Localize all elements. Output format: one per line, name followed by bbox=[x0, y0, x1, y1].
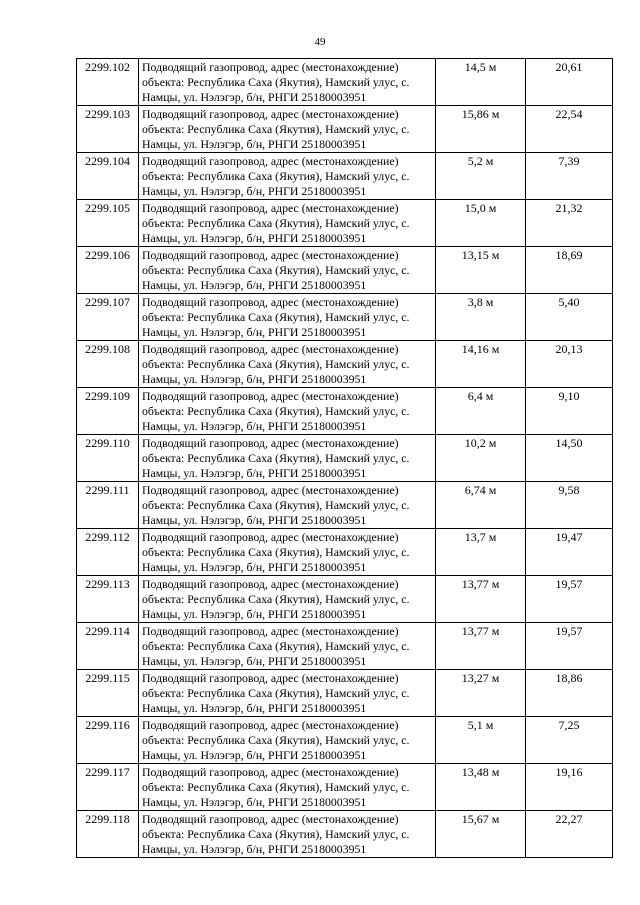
row-length-cell: 13,48 м bbox=[436, 764, 526, 811]
table-row bbox=[77, 764, 613, 811]
row-description-cell: Подводящий газопровод, адрес (местонахождение) объекта: Республика Саха (Якутия), Намский улус, с. Намцы, ул. Нэлэгэр, б/н, РНГИ 25180003951 bbox=[139, 153, 436, 200]
row-description-cell: Подводящий газопровод, адрес (местонахождение) объекта: Республика Саха (Якутия), Намский улус, с. Намцы, ул. Нэлэгэр, б/н, РНГИ 25180003951 bbox=[139, 482, 436, 529]
row-length-cell: 13,77 м bbox=[436, 623, 526, 670]
table-row bbox=[77, 341, 613, 388]
row-description-cell: Подводящий газопровод, адрес (местонахождение) объекта: Республика Саха (Якутия), Намский улус, с. Намцы, ул. Нэлэгэр, б/н, РНГИ 25180003951 bbox=[139, 529, 436, 576]
row-description-cell: Подводящий газопровод, адрес (местонахождение) объекта: Республика Саха (Якутия), Намский улус, с. Намцы, ул. Нэлэгэр, б/н, РНГИ 25180003951 bbox=[139, 247, 436, 294]
row-value-cell: 19,16 bbox=[526, 764, 613, 811]
row-length-cell: 5,1 м bbox=[436, 717, 526, 764]
row-number-cell: 2299.118 bbox=[77, 811, 139, 858]
row-number-cell: 2299.102 bbox=[77, 59, 139, 106]
row-number-cell: 2299.115 bbox=[77, 670, 139, 717]
row-value-cell: 20,61 bbox=[526, 59, 613, 106]
row-number-cell: 2299.108 bbox=[77, 341, 139, 388]
registry-table bbox=[76, 58, 613, 858]
row-value-cell: 14,50 bbox=[526, 435, 613, 482]
row-value-cell: 21,32 bbox=[526, 200, 613, 247]
row-number-cell: 2299.112 bbox=[77, 529, 139, 576]
row-length-cell: 15,86 м bbox=[436, 106, 526, 153]
row-description-cell: Подводящий газопровод, адрес (местонахождение) объекта: Республика Саха (Якутия), Намский улус, с. Намцы, ул. Нэлэгэр, б/н, РНГИ 25180003951 bbox=[139, 294, 436, 341]
row-value-cell: 7,25 bbox=[526, 717, 613, 764]
row-description-cell: Подводящий газопровод, адрес (местонахождение) объекта: Республика Саха (Якутия), Намский улус, с. Намцы, ул. Нэлэгэр, б/н, РНГИ 25180003951 bbox=[139, 717, 436, 764]
row-value-cell: 19,47 bbox=[526, 529, 613, 576]
row-description-cell: Подводящий газопровод, адрес (местонахождение) объекта: Республика Саха (Якутия), Намский улус, с. Намцы, ул. Нэлэгэр, б/н, РНГИ 25180003951 bbox=[139, 106, 436, 153]
page-number: 49 bbox=[314, 36, 326, 48]
table-row bbox=[77, 811, 613, 858]
row-description-cell: Подводящий газопровод, адрес (местонахождение) объекта: Республика Саха (Якутия), Намский улус, с. Намцы, ул. Нэлэгэр, б/н, РНГИ 25180003951 bbox=[139, 670, 436, 717]
row-value-cell: 22,27 bbox=[526, 811, 613, 858]
registry-table-body bbox=[77, 59, 613, 858]
row-length-cell: 6,74 м bbox=[436, 482, 526, 529]
row-number-cell: 2299.117 bbox=[77, 764, 139, 811]
row-description-cell: Подводящий газопровод, адрес (местонахождение) объекта: Республика Саха (Якутия), Намский улус, с. Намцы, ул. Нэлэгэр, б/н, РНГИ 25180003951 bbox=[139, 200, 436, 247]
table-row bbox=[77, 59, 613, 106]
row-value-cell: 7,39 bbox=[526, 153, 613, 200]
row-length-cell: 15,67 м bbox=[436, 811, 526, 858]
row-length-cell: 13,77 м bbox=[436, 576, 526, 623]
row-value-cell: 18,86 bbox=[526, 670, 613, 717]
table-row bbox=[77, 717, 613, 764]
row-value-cell: 5,40 bbox=[526, 294, 613, 341]
table-row bbox=[77, 670, 613, 717]
row-length-cell: 13,7 м bbox=[436, 529, 526, 576]
row-number-cell: 2299.110 bbox=[77, 435, 139, 482]
row-number-cell: 2299.106 bbox=[77, 247, 139, 294]
table-row bbox=[77, 153, 613, 200]
row-value-cell: 9,58 bbox=[526, 482, 613, 529]
row-length-cell: 15,0 м bbox=[436, 200, 526, 247]
row-number-cell: 2299.111 bbox=[77, 482, 139, 529]
row-description-cell: Подводящий газопровод, адрес (местонахождение) объекта: Республика Саха (Якутия), Намский улус, с. Намцы, ул. Нэлэгэр, б/н, РНГИ 25180003951 bbox=[139, 764, 436, 811]
row-number-cell: 2299.114 bbox=[77, 623, 139, 670]
row-number-cell: 2299.105 bbox=[77, 200, 139, 247]
table-row bbox=[77, 294, 613, 341]
table-row bbox=[77, 200, 613, 247]
row-number-cell: 2299.113 bbox=[77, 576, 139, 623]
row-value-cell: 22,54 bbox=[526, 106, 613, 153]
row-number-cell: 2299.104 bbox=[77, 153, 139, 200]
table-row bbox=[77, 482, 613, 529]
table-row bbox=[77, 388, 613, 435]
row-description-cell: Подводящий газопровод, адрес (местонахождение) объекта: Республика Саха (Якутия), Намский улус, с. Намцы, ул. Нэлэгэр, б/н, РНГИ 25180003951 bbox=[139, 811, 436, 858]
row-description-cell: Подводящий газопровод, адрес (местонахождение) объекта: Республика Саха (Якутия), Намский улус, с. Намцы, ул. Нэлэгэр, б/н, РНГИ 25180003951 bbox=[139, 341, 436, 388]
row-number-cell: 2299.109 bbox=[77, 388, 139, 435]
row-length-cell: 10,2 м bbox=[436, 435, 526, 482]
table-row bbox=[77, 623, 613, 670]
row-description-cell: Подводящий газопровод, адрес (местонахождение) объекта: Республика Саха (Якутия), Намский улус, с. Намцы, ул. Нэлэгэр, б/н, РНГИ 25180003951 bbox=[139, 59, 436, 106]
row-length-cell: 6,4 м bbox=[436, 388, 526, 435]
row-value-cell: 18,69 bbox=[526, 247, 613, 294]
table-row bbox=[77, 106, 613, 153]
table-row bbox=[77, 247, 613, 294]
row-description-cell: Подводящий газопровод, адрес (местонахождение) объекта: Республика Саха (Якутия), Намский улус, с. Намцы, ул. Нэлэгэр, б/н, РНГИ 25180003951 bbox=[139, 576, 436, 623]
row-number-cell: 2299.116 bbox=[77, 717, 139, 764]
table-row bbox=[77, 576, 613, 623]
row-value-cell: 19,57 bbox=[526, 623, 613, 670]
row-value-cell: 9,10 bbox=[526, 388, 613, 435]
row-length-cell: 5,2 м bbox=[436, 153, 526, 200]
table-row bbox=[77, 435, 613, 482]
table-row bbox=[77, 529, 613, 576]
row-description-cell: Подводящий газопровод, адрес (местонахождение) объекта: Республика Саха (Якутия), Намский улус, с. Намцы, ул. Нэлэгэр, б/н, РНГИ 25180003951 bbox=[139, 435, 436, 482]
row-length-cell: 14,5 м bbox=[436, 59, 526, 106]
row-length-cell: 13,27 м bbox=[436, 670, 526, 717]
row-number-cell: 2299.107 bbox=[77, 294, 139, 341]
row-length-cell: 14,16 м bbox=[436, 341, 526, 388]
row-value-cell: 20,13 bbox=[526, 341, 613, 388]
row-description-cell: Подводящий газопровод, адрес (местонахождение) объекта: Республика Саха (Якутия), Намский улус, с. Намцы, ул. Нэлэгэр, б/н, РНГИ 25180003951 bbox=[139, 388, 436, 435]
row-description-cell: Подводящий газопровод, адрес (местонахождение) объекта: Республика Саха (Якутия), Намский улус, с. Намцы, ул. Нэлэгэр, б/н, РНГИ 25180003951 bbox=[139, 623, 436, 670]
row-value-cell: 19,57 bbox=[526, 576, 613, 623]
row-number-cell: 2299.103 bbox=[77, 106, 139, 153]
row-length-cell: 13,15 м bbox=[436, 247, 526, 294]
row-length-cell: 3,8 м bbox=[436, 294, 526, 341]
